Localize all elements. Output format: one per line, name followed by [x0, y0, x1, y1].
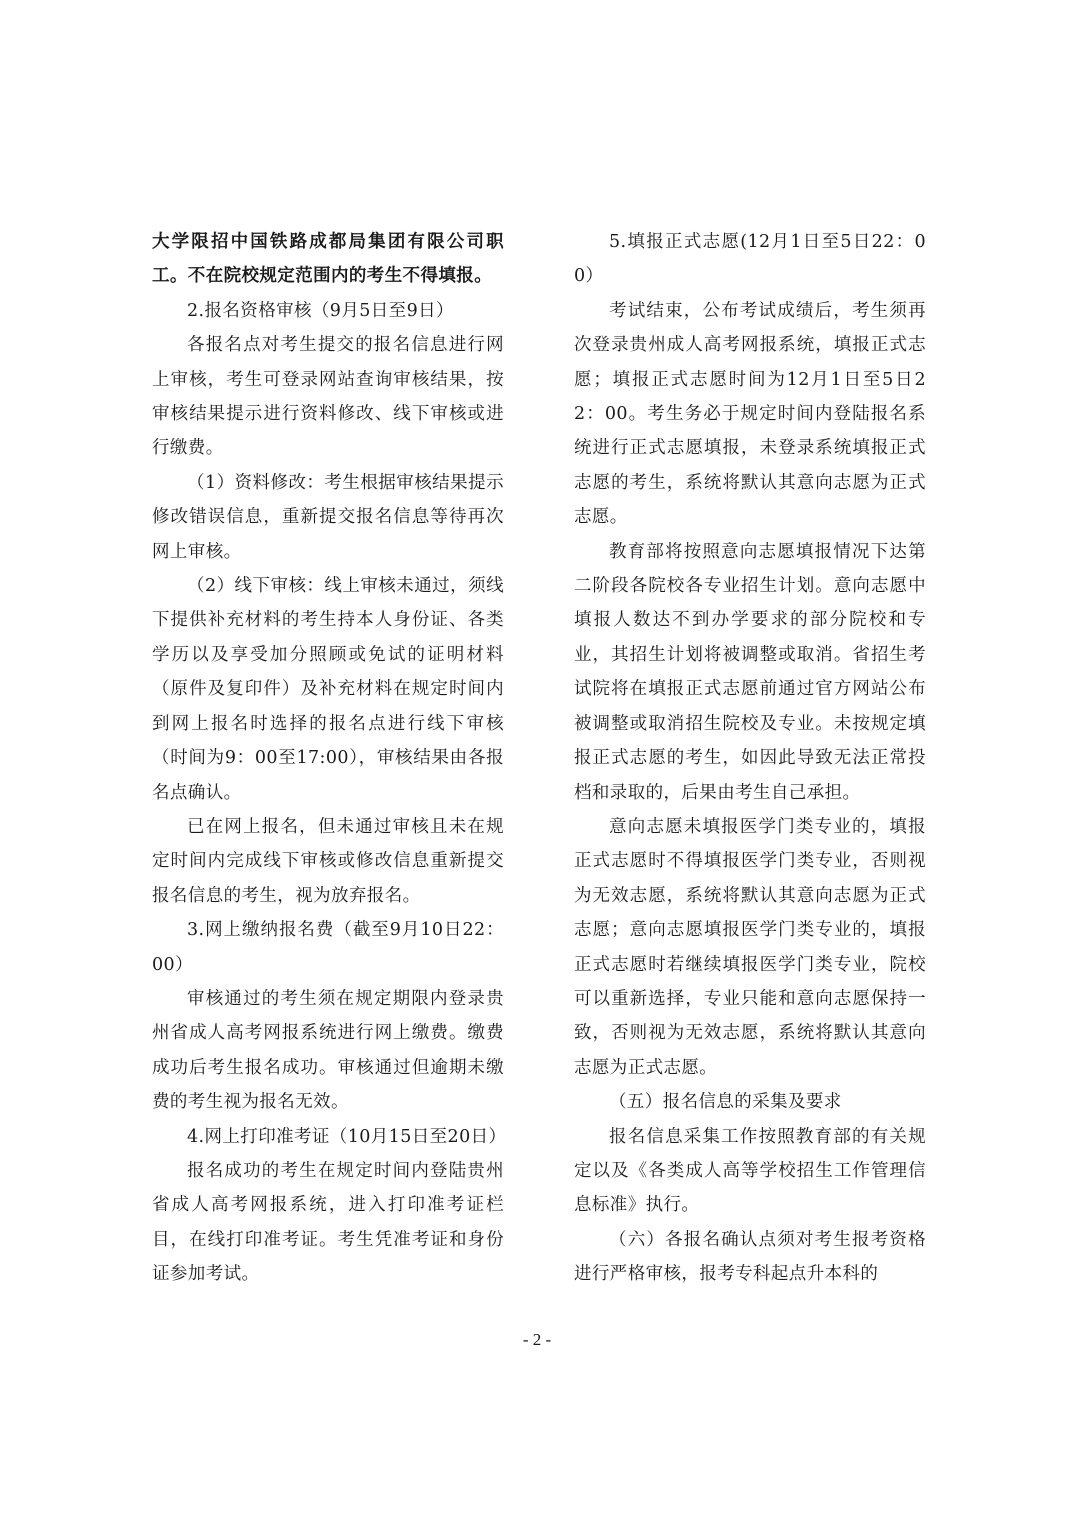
paragraph: 各报名点对考生提交的报名信息进行网上审核，考生可登录网站查询审核结果，按审核结果提示进行资料修改、线下审核或进行缴费。: [152, 335, 504, 459]
section-heading: 5.填报正式志愿(12月1日至5日22：00）: [574, 232, 926, 287]
paragraph: 审核通过的考生须在规定期限内登录贵州省成人高考网报系统进行网上缴费。缴费成功后考生报名成功。审核通过但逾期未缴费的考生视为报名无效。: [152, 988, 504, 1113]
page-number: - 2 -: [522, 1330, 552, 1349]
section-heading: 3.网上缴纳报名费（截至9月10日22：00）: [152, 920, 504, 975]
right-column: [574, 225, 926, 1292]
paragraph: 报名信息采集工作按照教育部的有关规定以及《各类成人高等学校招生工作管理信息标准》执行。: [574, 1126, 926, 1216]
section-heading: 4.网上打印准考证（10月15日至20日）: [187, 1126, 507, 1147]
section-heading: （五）报名信息的采集及要求: [609, 1092, 842, 1113]
section-heading: 2.报名资格审核（9月5日至9日）: [187, 300, 454, 321]
section-heading: （六）各报名确认点须对考生报考资格进行严格审核，报考专科起点升本科的: [574, 1229, 926, 1285]
paragraph: （2）线下审核：线上审核未通过，须线下提供补充材料的考生持本人身份证、各类学历以及享受加分照顾或免试的证明材料（原件及复印件）及补充材料在规定时间内到网上报名时选择的报名点进行线下审核（时间为9：00至17:00），审核结果由各报名点确认。: [152, 576, 504, 803]
paragraph: 意向志愿未填报医学门类专业的，填报正式志愿时不得填报医学门类专业，否则视为无效志愿，系统将默认其意向志愿为正式志愿；意向志愿填报医学门类专业的，填报正式志愿时若继续填报医学门类专业，院校可以重新选择，专业只能和意向志愿保持一致，否则视为无效志愿，系统将默认其意向志愿为正式志愿。: [574, 816, 926, 1078]
paragraph: 报名成功的考生在规定时间内登陆贵州省成人高考网报系统，进入打印准考证栏目，在线打印准考证。考生凭准考证和身份证参加考试。: [152, 1160, 504, 1285]
paragraph: 大学限招中国铁路成都局集团有限公司职工。不在院校规定范围内的考生不得填报。: [152, 232, 504, 287]
paragraph: 教育部将按照意向志愿填报情况下达第二阶段各院校各专业招生计划。意向志愿中填报人数达不到办学要求的部分院校和专业，其招生计划将被调整或取消。省招生考试院将在填报正式志愿前通过官方网站公布被调整或取消招生院校及专业。未按规定填报正式志愿的考生，如因此导致无法正常投档和录取的，后果由考生自己承担。: [574, 541, 926, 803]
paragraph: （1）资料修改：考生根据审核结果提示修改错误信息，重新提交报名信息等待再次网上审核。: [152, 472, 504, 562]
paragraph: 已在网上报名，但未通过审核且未在规定时间内完成线下审核或修改信息重新提交报名信息的考生，视为放弃报名。: [152, 816, 504, 906]
left-column: [152, 225, 507, 1292]
paragraph: 考试结束，公布考试成绩后，考生须再次登录贵州成人高考网报系统，填报正式志愿；填报正式志愿时间为12月1日至5日22：00。考生务必于规定时间内登陆报名系统进行正式志愿填报，未登录系统填报正式志愿的考生，系统将默认其意向志愿为正式志愿。: [574, 300, 926, 528]
